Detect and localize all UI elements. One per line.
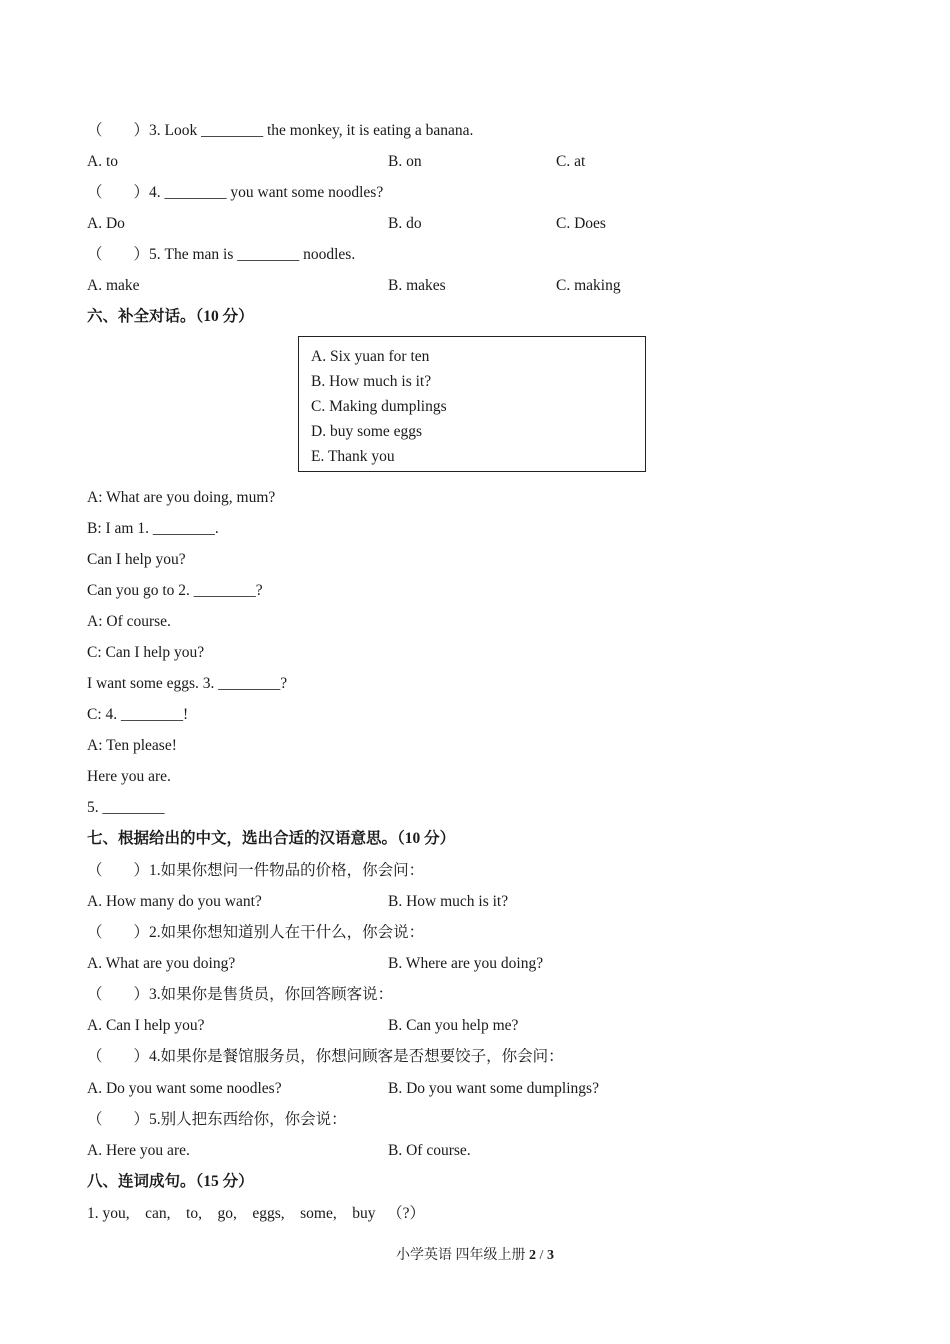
s7-q4-option-a: A. Do you want some noodles?: [87, 1080, 282, 1097]
q5-option-c: C. making: [556, 277, 621, 294]
q4-option-c: C. Does: [556, 215, 606, 232]
q3-option-c: C. at: [556, 153, 586, 170]
dialogue-line: B: I am 1. ________.: [87, 520, 219, 537]
dialogue-line: Here you are.: [87, 768, 171, 785]
q3-option-b: B. on: [388, 153, 422, 170]
word-bank-item: B. How much is it?: [311, 373, 432, 390]
q4-option-b: B. do: [388, 215, 422, 232]
s7-q5-option-b: B. Of course.: [388, 1142, 471, 1159]
dialogue-line: 5. ________: [87, 799, 165, 816]
page-footer: [0, 1246, 950, 1266]
q5-option-b: B. makes: [388, 277, 446, 294]
word-bank-item: C. Making dumplings: [311, 398, 447, 415]
dialogue-line: C: Can I help you?: [87, 644, 205, 661]
word-bank-box: [298, 336, 646, 472]
s7-q4-option-b: B. Do you want some dumplings?: [388, 1080, 599, 1097]
footer-page-total: 3: [546, 1248, 554, 1263]
s7-q2-option-a: A. What are you doing?: [87, 955, 236, 972]
dialogue-line: I want some eggs. 3. ________?: [87, 675, 288, 692]
section8-heading: 八、连词成句。（15 分）: [87, 1173, 254, 1190]
s7-q1-option-a: A. How many do you want?: [87, 893, 262, 910]
s7-q1-stem: （ ）1.如果你想问一件物品的价格，你会问：: [87, 862, 425, 879]
q3-stem: （ ）3. Look ________ the monkey, it is eating a banana.: [87, 122, 474, 139]
section6-heading: 六、补全对话。（10 分）: [87, 308, 254, 325]
q5-stem: （ ）5. The man is ________ noodles.: [87, 246, 356, 263]
footer-label: 小学英语 四年级上册: [396, 1248, 526, 1263]
q3-option-a: A. to: [87, 153, 118, 170]
s7-q1-option-b: B. How much is it?: [388, 893, 509, 910]
s7-q4-stem: （ ）4.如果你是餐馆服务员，你想问顾客是否想要饺子，你会问：: [87, 1048, 564, 1065]
word-bank-item: E. Thank you: [311, 448, 395, 465]
s7-q3-stem: （ ）3.如果你是售货员，你回答顾客说：: [87, 986, 394, 1003]
dialogue-line: A: What are you doing, mum?: [87, 489, 276, 506]
s7-q2-option-b: B. Where are you doing?: [388, 955, 544, 972]
q4-stem: （ ）4. ________ you want some noodles?: [87, 184, 384, 201]
section7-heading: 七、根据给出的中文，选出合适的汉语意思。（10 分）: [87, 830, 456, 847]
dialogue-line: C: 4. ________!: [87, 706, 189, 723]
footer-page-number: 2: [529, 1248, 537, 1263]
dialogue-line: Can I help you?: [87, 551, 186, 568]
s7-q3-option-a: A. Can I help you?: [87, 1017, 205, 1034]
footer-separator: /: [536, 1248, 547, 1263]
q5-option-a: A. make: [87, 277, 140, 294]
dialogue-line: A: Ten please!: [87, 737, 177, 754]
s7-q2-stem: （ ）2.如果你想知道别人在干什么，你会说：: [87, 924, 425, 941]
s7-q5-option-a: A. Here you are.: [87, 1142, 190, 1159]
dialogue-line: Can you go to 2. ________?: [87, 582, 263, 599]
word-bank-item: A. Six yuan for ten: [311, 348, 430, 365]
s7-q3-option-b: B. Can you help me?: [388, 1017, 519, 1034]
dialogue-line: A: Of course.: [87, 613, 171, 630]
word-bank-item: D. buy some eggs: [311, 423, 423, 440]
s8-q1: 1. you, can, to, go, eggs, some, buy （?）: [87, 1205, 425, 1222]
q4-option-a: A. Do: [87, 215, 125, 232]
s7-q5-stem: （ ）5.别人把东西给你，你会说：: [87, 1111, 347, 1128]
